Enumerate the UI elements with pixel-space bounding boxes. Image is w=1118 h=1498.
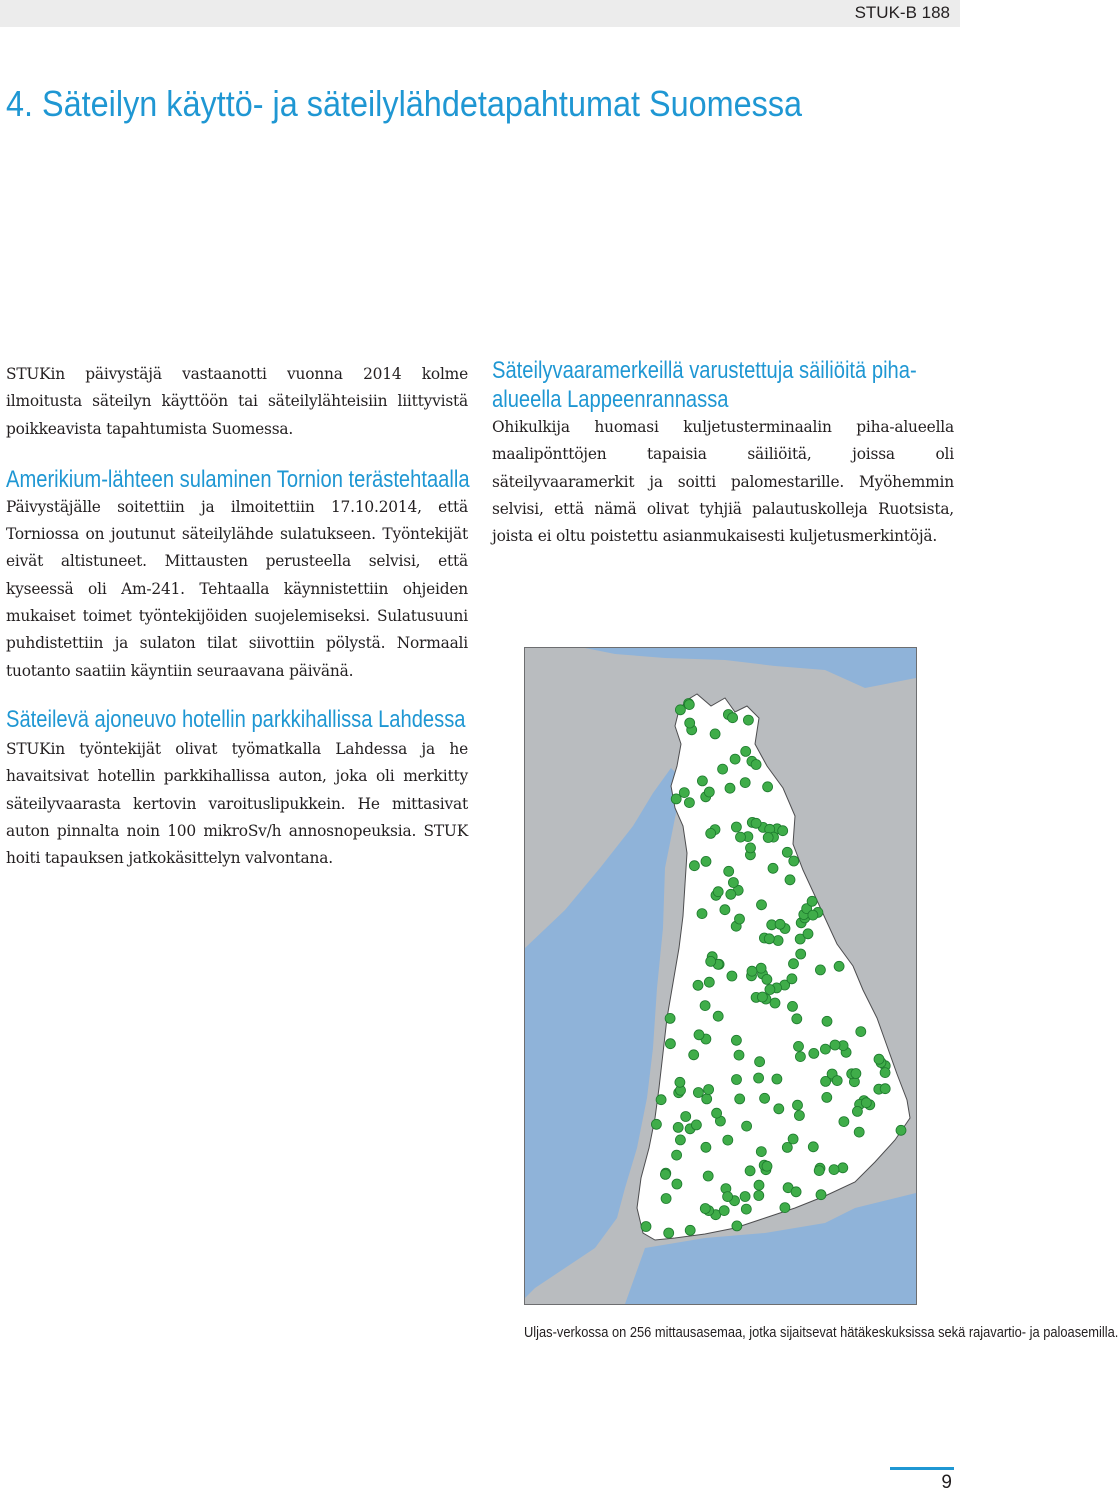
station-marker <box>732 1075 742 1085</box>
station-marker <box>760 1093 770 1103</box>
station-map <box>524 647 917 1305</box>
station-marker <box>702 1094 712 1104</box>
station-marker <box>720 905 730 915</box>
station-marker <box>763 833 773 843</box>
station-marker <box>838 1163 848 1173</box>
station-marker <box>713 1011 723 1021</box>
station-marker <box>765 985 775 995</box>
station-marker <box>746 843 756 853</box>
station-marker <box>809 1048 819 1058</box>
station-marker <box>651 1119 661 1129</box>
station-marker <box>763 782 773 792</box>
station-marker <box>704 977 714 987</box>
station-marker <box>660 1169 670 1179</box>
station-marker <box>861 1098 871 1108</box>
station-marker <box>741 746 751 756</box>
station-marker <box>723 1135 733 1145</box>
station-marker <box>710 729 720 739</box>
station-marker <box>740 1192 750 1202</box>
station-marker <box>789 959 799 969</box>
station-marker <box>743 715 753 725</box>
station-marker <box>703 1171 713 1181</box>
station-marker <box>774 1104 784 1114</box>
station-marker <box>697 776 707 786</box>
section-heading-lahti: Säteilevä ajoneuvo hotellin parkkihallissa Lahdessa <box>6 705 466 733</box>
station-marker <box>830 1040 840 1050</box>
station-marker <box>689 861 699 871</box>
station-marker <box>787 974 797 984</box>
station-marker <box>727 971 737 981</box>
station-marker <box>754 1180 764 1190</box>
station-marker <box>693 1088 703 1098</box>
station-marker <box>725 783 735 793</box>
station-marker <box>874 1054 884 1064</box>
station-marker <box>778 826 788 836</box>
station-marker <box>839 1117 849 1127</box>
station-marker <box>706 956 716 966</box>
station-marker <box>762 974 772 984</box>
station-marker <box>755 1057 765 1067</box>
station-marker <box>734 1050 744 1060</box>
station-marker <box>728 878 738 888</box>
station-marker <box>751 760 761 770</box>
station-marker <box>782 847 792 857</box>
station-marker <box>772 1074 782 1084</box>
section-heading-lappeenranta: Säteilyvaaramerkeillä varustettuja säiliöitä piha-alueella Lappeenrannassa <box>492 357 917 413</box>
station-marker <box>795 1052 805 1062</box>
station-marker <box>700 1204 710 1214</box>
station-marker <box>684 700 694 710</box>
station-marker <box>730 754 740 764</box>
station-marker <box>694 1030 704 1040</box>
station-marker <box>700 1001 710 1011</box>
station-marker <box>791 1187 801 1197</box>
station-marker <box>788 1134 798 1144</box>
station-marker <box>820 1044 830 1054</box>
station-marker <box>754 1191 764 1201</box>
figure-caption: Uljas-verkossa on 256 mittausasemaa, jotka sijaitsevat hätäkeskuksissa sekä rajavartio- ja paloasemilla. <box>524 1325 1118 1341</box>
station-marker <box>641 1222 651 1232</box>
section-body-tornio: Päivystäjälle soitettiin ja ilmoitettiin 17.10.2014, että Torniossa on joutunut säteilylähde sulatukseen. Työntekijät eivät altistuneet. Mittausten perusteella selvisi, että kyseessä oli Am-241. Tehtaalla käynnistettiin ohjeiden mukaiset toimet työntekijöiden suojelemiseksi. Sulatusuuni puhdistettiin ja sulaton tilat siivottiin pölystä. Normaali tuotanto saatiin käyntiin seuraavana päivänä. <box>6 497 468 680</box>
page-number: 9 <box>941 1472 952 1493</box>
station-marker <box>706 828 716 838</box>
station-marker <box>815 965 825 975</box>
station-marker <box>693 980 703 990</box>
station-marker <box>672 1150 682 1160</box>
station-marker <box>741 1204 751 1214</box>
station-marker <box>685 1225 695 1235</box>
station-marker <box>661 1194 671 1204</box>
station-marker <box>735 1094 745 1104</box>
station-marker <box>689 1050 699 1060</box>
station-marker <box>701 856 711 866</box>
page-number-rule <box>890 1467 954 1470</box>
station-marker <box>896 1125 906 1135</box>
station-marker <box>701 1142 711 1152</box>
station-marker <box>732 1221 742 1231</box>
station-marker <box>684 798 694 808</box>
station-marker <box>775 919 785 929</box>
header-bar <box>0 0 960 27</box>
station-marker <box>724 866 734 876</box>
station-marker <box>851 1069 861 1079</box>
station-marker <box>822 1092 832 1102</box>
station-marker <box>854 1127 864 1137</box>
section-body-lappeenranta: Ohikulkija huomasi kuljetusterminaalin piha-alueella maalipönttöjen tapaisia säiliöitä, joissa oli säteilyvaaramerkit ja soitti palomestarille. Myöhemmin selvisi, että nämä olivat tyhjiä palautuskolleja Ruotsista, joista ei oltu poistettu asianmukaisesti kuljetusmerkintöjä. <box>492 418 954 546</box>
station-marker <box>675 1135 685 1145</box>
station-marker <box>704 787 714 797</box>
station-marker <box>794 1111 804 1121</box>
station-marker <box>829 1165 839 1175</box>
station-marker <box>764 934 774 944</box>
station-marker <box>856 1027 866 1037</box>
station-marker <box>726 889 736 899</box>
station-marker <box>770 998 780 1008</box>
station-marker <box>673 1122 683 1132</box>
station-marker <box>808 1142 818 1152</box>
station-marker <box>757 992 767 1002</box>
finland-map-graphic <box>525 648 916 1304</box>
station-marker <box>712 1108 722 1118</box>
station-marker <box>756 963 766 973</box>
station-marker <box>745 1166 755 1176</box>
right-column <box>492 356 954 550</box>
station-marker <box>762 1161 772 1171</box>
station-marker <box>681 1112 691 1122</box>
station-marker <box>675 1077 685 1087</box>
station-marker <box>788 1001 798 1011</box>
report-id: STUK-B 188 <box>854 3 950 22</box>
station-marker <box>822 1016 832 1026</box>
station-marker <box>671 794 681 804</box>
station-marker <box>704 1085 714 1095</box>
station-marker <box>789 856 799 866</box>
intro-paragraph: STUKin päivystäjä vastaanotti vuonna 2014 kolme ilmoitusta säteilyn käyttöön tai säteilylähteisiin liittyvistä poikkeavista tapahtumista Suomessa. <box>6 365 468 438</box>
station-marker <box>735 914 745 924</box>
station-marker <box>718 764 728 774</box>
station-marker <box>852 1106 862 1116</box>
station-marker <box>728 713 738 723</box>
station-marker <box>792 1014 802 1024</box>
station-marker <box>808 910 818 920</box>
station-marker <box>782 1142 792 1152</box>
station-marker <box>796 949 806 959</box>
station-marker <box>768 863 778 873</box>
station-marker <box>742 1121 752 1131</box>
station-marker <box>751 818 761 828</box>
section-body-lahti: STUKin työntekijät olivat työmatkalla Lahdessa ja he havaitsivat hotellin parkkihallissa auton, joka oli merkitty säteilyvaarasta kertovin varoituslipukkein. He mittasivat auton pinnalta noin 100 mikroSv/h annosnopeuksia. STUK hoiti tapauksen jatkokäsittelyn valvontana. <box>6 739 468 868</box>
station-marker <box>665 1039 675 1049</box>
station-marker <box>723 1192 733 1202</box>
station-marker <box>794 1041 804 1051</box>
station-marker <box>665 1013 675 1023</box>
station-marker <box>756 1147 766 1157</box>
station-marker <box>880 1068 890 1078</box>
station-marker <box>757 900 767 910</box>
left-column <box>6 361 468 872</box>
station-marker <box>719 1206 729 1216</box>
station-marker <box>672 1179 682 1189</box>
station-marker <box>754 1073 764 1083</box>
station-marker <box>785 875 795 885</box>
station-marker <box>713 887 723 897</box>
station-marker <box>773 936 783 946</box>
station-marker <box>697 909 707 919</box>
station-marker <box>814 1166 824 1176</box>
station-marker <box>736 832 746 842</box>
chapter-title: 4. Säteilyn käyttö- ja säteilylähdetapahtumat Suomessa <box>6 83 803 124</box>
station-marker <box>664 1228 674 1238</box>
station-marker <box>793 1100 803 1110</box>
station-marker <box>675 705 685 715</box>
station-marker <box>803 929 813 939</box>
station-marker <box>691 1120 701 1130</box>
station-marker <box>740 778 750 788</box>
station-marker <box>656 1095 666 1105</box>
station-marker <box>832 1076 842 1086</box>
station-marker <box>731 822 741 832</box>
station-marker <box>685 718 695 728</box>
station-marker <box>807 896 817 906</box>
station-marker <box>747 966 757 976</box>
station-marker <box>780 1203 790 1213</box>
station-marker <box>880 1084 890 1094</box>
section-heading-tornio: Amerikium-lähteen sulaminen Tornion terästehtaalla <box>6 465 470 493</box>
station-marker <box>834 961 844 971</box>
station-marker <box>816 1190 826 1200</box>
station-marker <box>731 1035 741 1045</box>
